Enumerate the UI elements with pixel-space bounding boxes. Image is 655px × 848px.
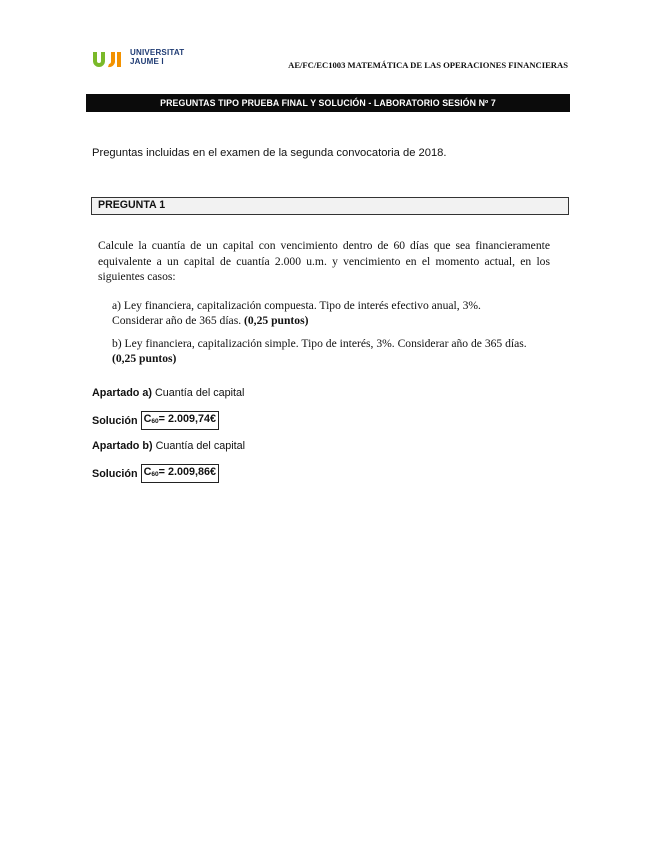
item-b-text: b) Ley financiera, capitalización simple. Tipo de interés, 3%. Considerar año de 365 días. bbox=[112, 337, 527, 350]
answer-a-heading bbox=[92, 387, 244, 399]
answer-b-symbol: C bbox=[143, 466, 152, 478]
answer-a-symbol: C bbox=[143, 413, 152, 425]
logo-line-2: JAUME I bbox=[130, 57, 164, 66]
question-label: PREGUNTA 1 bbox=[98, 199, 166, 211]
answer-b-heading bbox=[92, 440, 245, 452]
answer-b-subscript: 60 bbox=[151, 471, 159, 478]
course-header: AE/FC/EC1003 MATEMÁTICA DE LAS OPERACIONES FINANCIERAS bbox=[288, 60, 568, 70]
answer-b-solution bbox=[92, 464, 219, 483]
answer-a-solution-label: Solución bbox=[92, 414, 138, 427]
answer-b-value: = 2.009,86€ bbox=[158, 466, 216, 478]
answer-a-heading-bold: Apartado a) bbox=[92, 387, 152, 399]
answer-a-value: = 2.009,74€ bbox=[158, 413, 216, 425]
intro-text: Preguntas incluidas en el examen de la segunda convocatoria de 2018. bbox=[92, 147, 447, 159]
answer-a-solution bbox=[92, 411, 219, 430]
document-title-bar: PREGUNTAS TIPO PRUEBA FINAL Y SOLUCIÓN - LABORATORIO SESIÓN Nº 7 bbox=[86, 94, 570, 112]
logo-line-1: UNIVERSITAT bbox=[130, 48, 185, 57]
answer-b-heading-rest: Cuantía del capital bbox=[152, 440, 246, 452]
uji-logo-icon bbox=[92, 50, 122, 68]
item-a-points: (0,25 puntos) bbox=[244, 314, 309, 328]
answer-a-subscript: 60 bbox=[151, 418, 159, 425]
question-item-a bbox=[112, 298, 532, 329]
question-header-box bbox=[91, 197, 569, 215]
answer-a-heading-rest: Cuantía del capital bbox=[152, 387, 245, 399]
question-item-b bbox=[112, 336, 532, 367]
question-statement: Calcule la cuantía de un capital con vencimiento dentro de 60 días que sea financieramente equivalente a un capital de cuantía 2.000 u.m. y vencimiento en el momento actual, en los siguientes casos: bbox=[98, 239, 550, 284]
university-logo bbox=[92, 48, 188, 70]
logo-wordmark bbox=[130, 48, 184, 66]
item-a-text: a) Ley financiera, capitalización compuesta. Tipo de interés efectivo anual, 3%. Considerar año de 365 días. bbox=[112, 299, 481, 328]
answer-b-solution-label: Solución bbox=[92, 467, 138, 480]
item-b-points: (0,25 puntos) bbox=[112, 352, 177, 366]
answer-a-result-box bbox=[141, 411, 219, 430]
answer-b-heading-bold: Apartado b) bbox=[92, 440, 153, 452]
answer-b-result-box bbox=[141, 464, 219, 483]
